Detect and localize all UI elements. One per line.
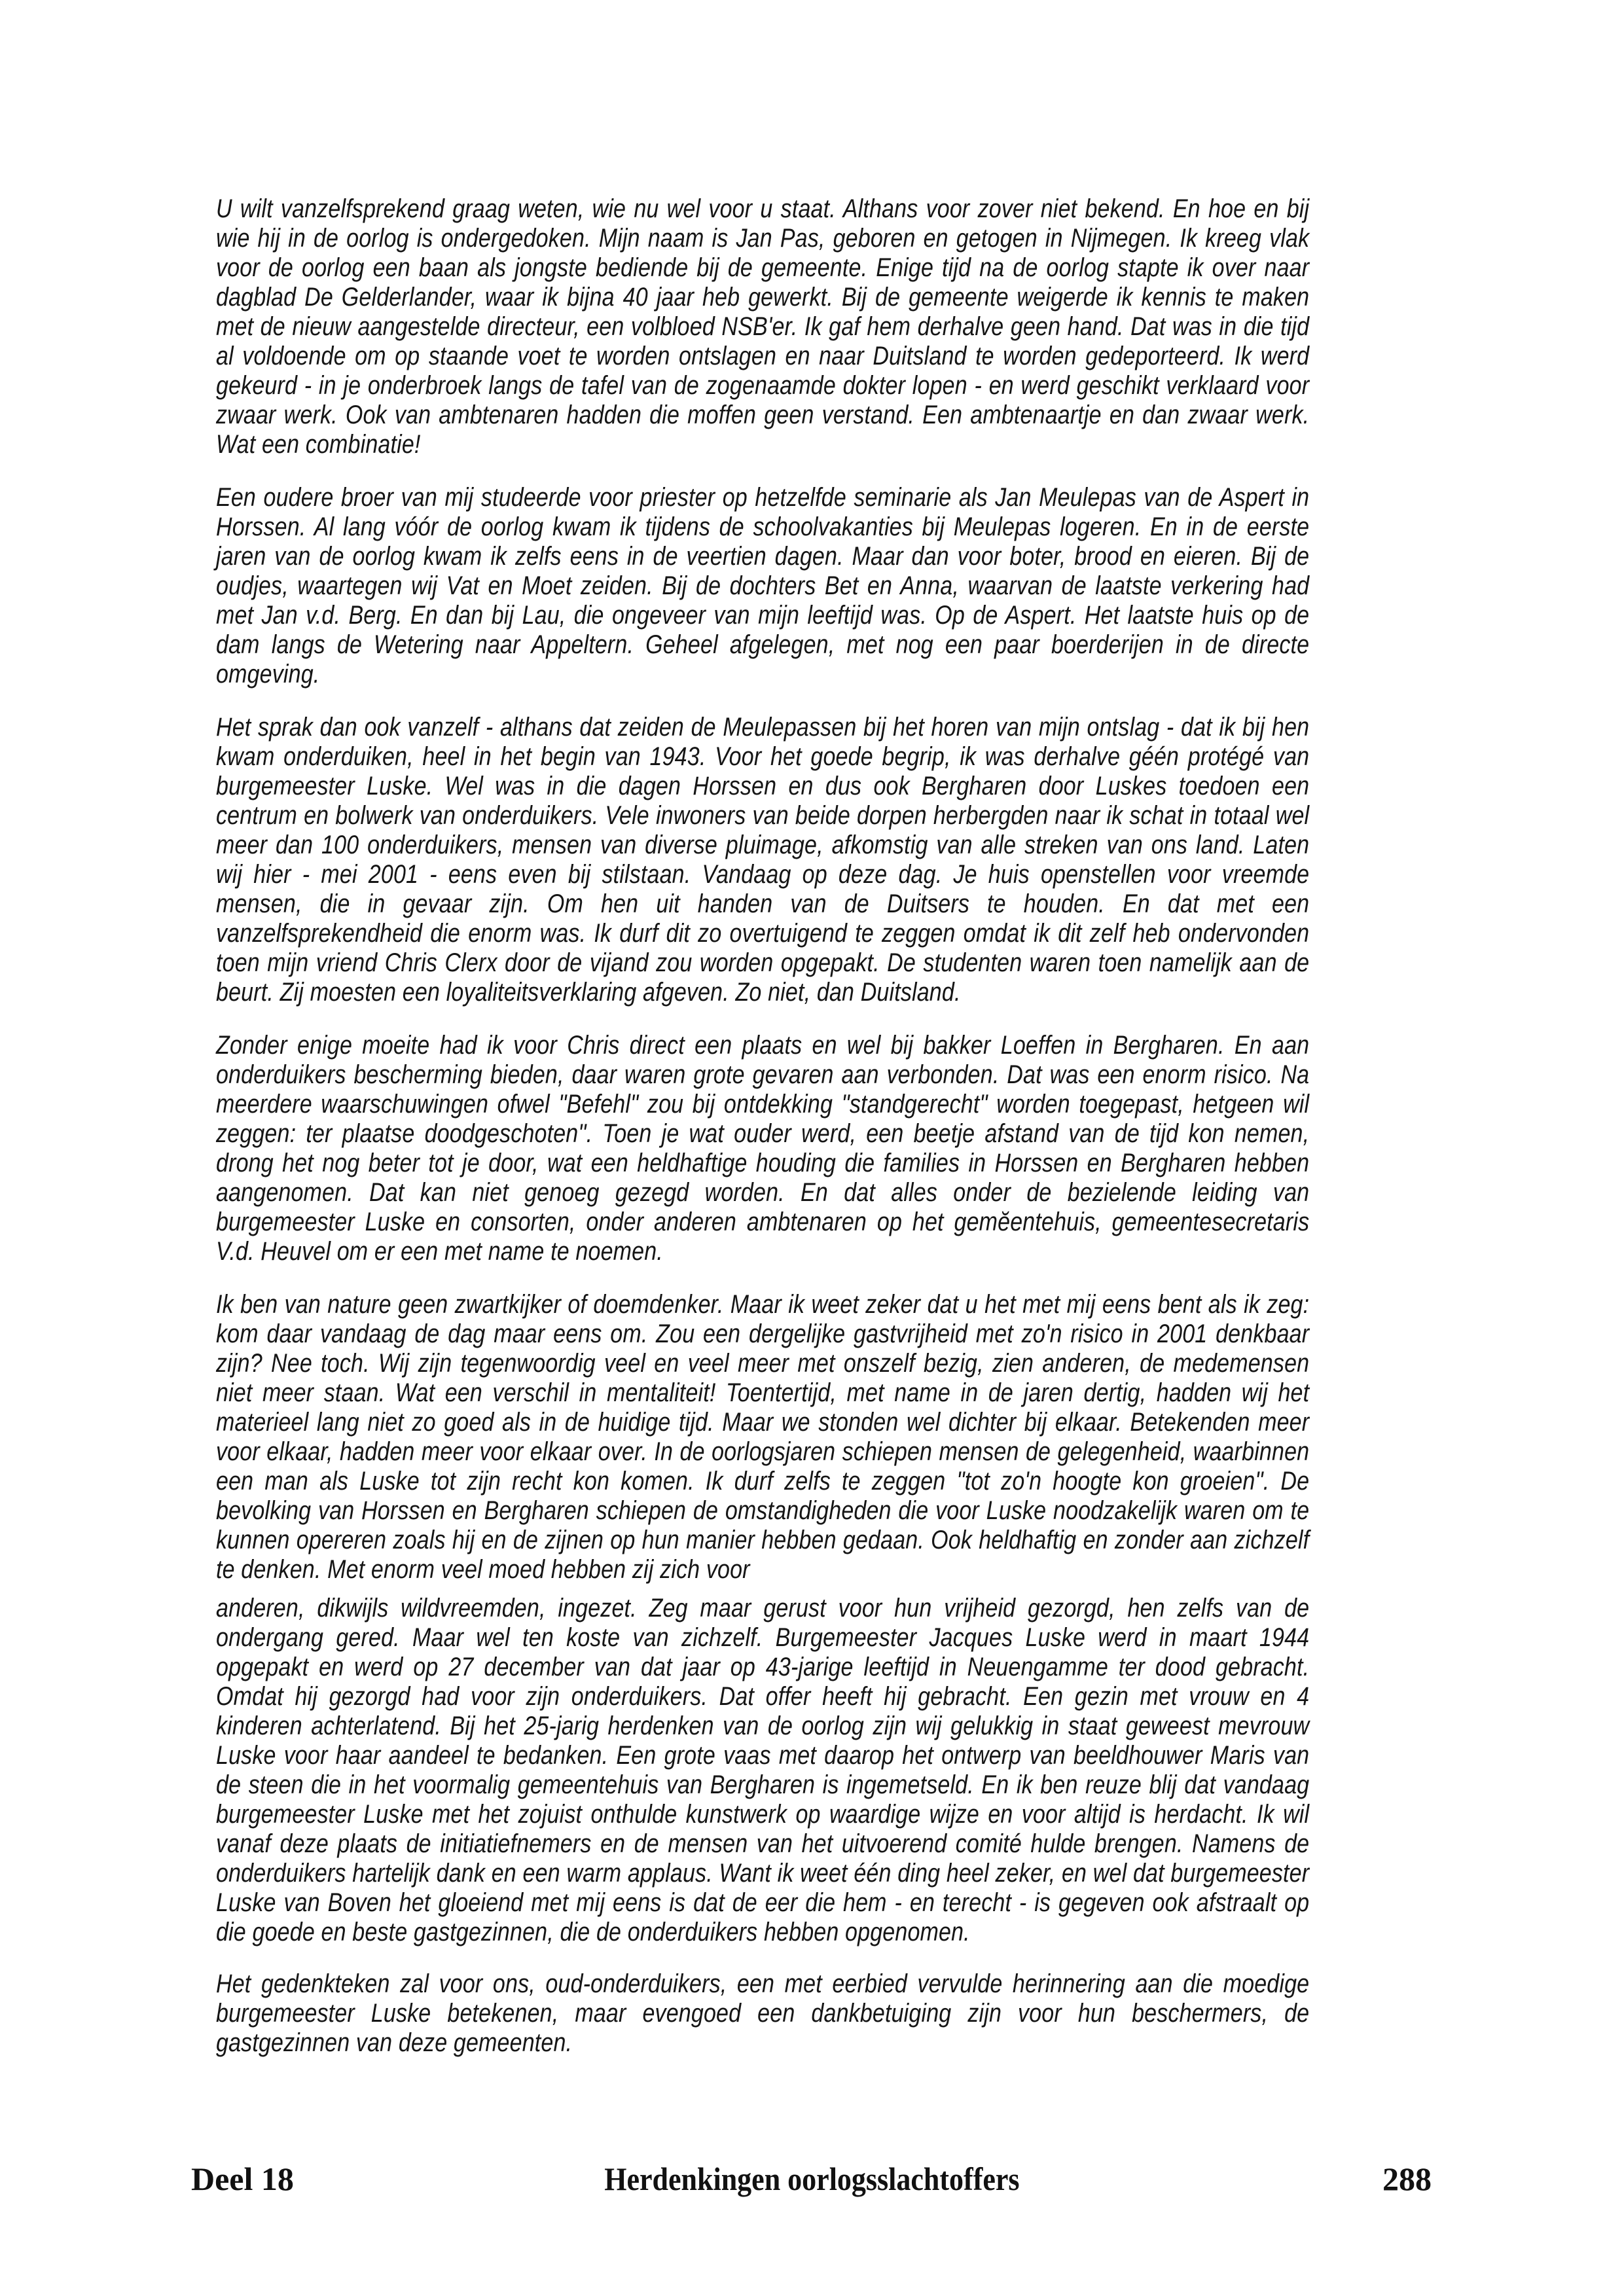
paragraph-5: Ik ben van nature geen zwartkijker of doemdenker. Maar ik weet zeker dat u het met mij eens bent als ik zeg: kom daar vandaag de dag maar eens om. Zou een dergelijke gastvrijheid met zo'n risico in 2001 denkbaar zijn? Nee toch. Wij zijn tegenwoordig veel en veel meer met onszelf bezig, zien anderen, de medemensen niet meer staan. Wat een verschil in mentaliteit! Toentertijd, met name in de jaren dertig, hadden wij het materieel lang niet zo goed als in de huidige tijd. Maar we stonden wel dichter bij elkaar. Betekenden meer voor elkaar, hadden meer voor elkaar over. In de oorlogsjaren schiepen mensen de gelegenheid, waarbinnen een man als Luske tot zijn recht kon komen. Ik durf zelfs te zeggen "tot zo'n hoogte kon groeien". De bevolking van Horssen en Bergharen schiepen de omstandigheden die voor Luske noodzakelijk waren om te kunnen opereren zoals hij en de zijnen op hun manier hebben gedaan. Ook heldhaftig en zonder aan zichzelf te denken. Met enorm veel moed hebben zij zich voor: [216, 1290, 1310, 1584]
paragraph-6: anderen, dikwijls wildvreemden, ingezet. Zeg maar gerust voor hun vrijheid gezorgd, hen zelfs van de ondergang gered. Maar wel ten koste van zichzelf. Burgemeester Jacques Luske werd in maart 1944 opgepakt en werd op 27 december van dat jaar op 43-jarige leeftijd in Neuengamme ter dood gebracht. Omdat hij gezorgd had voor zijn onderduikers. Dat offer heeft hij gebracht. Een gezin met vrouw en 4 kinderen achterlatend. Bij het 25-jarig herdenken van de oorlog zijn wij gelukkig in staat geweest mevrouw Luske voor haar aandeel te bedanken. Een grote vaas met daarop het ontwerp van beeldhouwer Maris van de steen die in het voormalig gemeentehuis van Bergharen is ingemetseld. En ik ben reuze blij dat vandaag burgemeester Luske met het zojuist onthulde kunstwerk op waardige wijze en voor altijd is herdacht. Ik wil vanaf deze plaats de initiatiefnemers en de mensen van het uitvoerend comité hulde brengen. Namens de onderduikers hartelijk dank en een warm applaus. Want ik weet één ding heel zeker, en wel dat burgemeester Luske van Boven het gloeiend met mij eens is dat de eer die hem - en terecht - is gegeven ook afstraalt op die goede en beste gastgezinnen, die de onderduikers hebben opgenomen.: [216, 1594, 1310, 1946]
footer-section-label: Deel 18: [191, 2161, 294, 2197]
footer-page-number: 288: [1382, 2161, 1432, 2197]
footer-chapter-title-text: Herdenkingen oorlogsslachtoffers: [604, 2161, 1020, 2197]
paragraph-3: Het sprak dan ook vanzelf - althans dat zeiden de Meulepassen bij het horen van mijn ontslag - dat ik bij hen kwam onderduiken, heel in het begin van 1943. Voor het goede begrip, ik was derhalve géén protégé van burgemeester Luske. Wel was in die dagen Horssen en dus ook Bergharen door Luskes toedoen een centrum en bolwerk van onderduikers. Vele inwoners van beide dorpen herbergden naar ik schat in totaal wel meer dan 100 onderduikers, mensen van diverse pluimage, afkomstig van alle streken van ons land. Laten wij hier - mei 2001 - eens even bij stilstaan. Vandaag op deze dag. Je huis openstellen voor vreemde mensen, die in gevaar zijn. Om hen uit handen van de Duitsers te houden. En dat met een vanzelfsprekendheid die enorm was. Ik durf dit zo overtuigend te zeggen omdat ik dit zelf heb ondervonden toen mijn vriend Chris Clerx door de vijand zou worden opgepakt. De studenten waren toen namelijk aan de beurt. Zij moesten een loyaliteitsverklaring afgeven. Zo niet, dan Duitsland.: [216, 713, 1310, 1007]
paragraph-7: Het gedenkteken zal voor ons, oud-onderduikers, een met eerbied vervulde herinnering aan die moedige burgemeester Luske betekenen, maar evengoed een dankbetuiging zijn voor hun beschermers, de gastgezinnen van deze gemeenten.: [216, 1969, 1310, 2057]
body-text: [216, 194, 1309, 2058]
footer-chapter-title: [0, 2162, 1624, 2196]
paragraph-4: Zonder enige moeite had ik voor Chris direct een plaats en wel bij bakker Loeffen in Bergharen. En aan onderduikers bescherming bieden, daar waren grote gevaren aan verbonden. Dat was een enorm risico. Na meerdere waarschuwingen ofwel "Befehl" zou bij ontdekking "standgerecht" worden toegepast, hetgeen wil zeggen: ter plaatse doodgeschoten". Toen je wat ouder werd, een beetje afstand van de tijd kon nemen, drong het nog beter tot je door, wat een heldhaftige houding die families in Horssen en Bergharen hebben aangenomen. Dat kan niet genoeg gezegd worden. En dat alles onder de bezielende leiding van burgemeester Luske en consorten, onder anderen ambtenaren op het gemĕentehuis, gemeentesecretaris V.d. Heuvel om er een met name te noemen.: [216, 1031, 1310, 1266]
paragraph-1: U wilt vanzelfsprekend graag weten, wie nu wel voor u staat. Althans voor zover niet bekend. En hoe en bij wie hij in de oorlog is ondergedoken. Mijn naam is Jan Pas, geboren en getogen in Nijmegen. Ik kreeg vlak voor de oorlog een baan als jongste bediende bij de gemeente. Enige tijd na de oorlog stapte ik over naar dagblad De Gelderlander, waar ik bijna 40 jaar heb gewerkt. Bij de gemeente weigerde ik kennis te maken met de nieuw aangestelde directeur, een volbloed NSB'er. Ik gaf hem derhalve geen hand. Dat was in die tijd al voldoende om op staande voet te worden ontslagen en naar Duitsland te worden gedeporteerd. Ik werd gekeurd - in je onderbroek langs de tafel van de zogenaamde dokter lopen - en werd geschikt verklaard voor zwaar werk. Ook van ambtenaren hadden die moffen geen verstand. Een ambtenaartje en dan zwaar werk. Wat een combinatie!: [216, 194, 1310, 459]
page-footer: [0, 2162, 1624, 2201]
paragraph-2: Een oudere broer van mij studeerde voor priester op hetzelfde seminarie als Jan Meulepas van de Aspert in Horssen. Al lang vóór de oorlog kwam ik tijdens de schoolvakanties bij Meulepas logeren. En in de eerste jaren van de oorlog kwam ik zelfs eens in de veertien dagen. Maar dan voor boter, brood en eieren. Bij de oudjes, waartegen wij Vat en Moet zeiden. Bij de dochters Bet en Anna, waarvan de laatste verkering had met Jan v.d. Berg. En dan bij Lau, die ongeveer van mijn leeftijd was. Op de Aspert. Het laatste huis op de dam langs de Wetering naar Appeltern. Geheel afgelegen, met nog een paar boerderijen in de directe omgeving.: [216, 483, 1310, 689]
